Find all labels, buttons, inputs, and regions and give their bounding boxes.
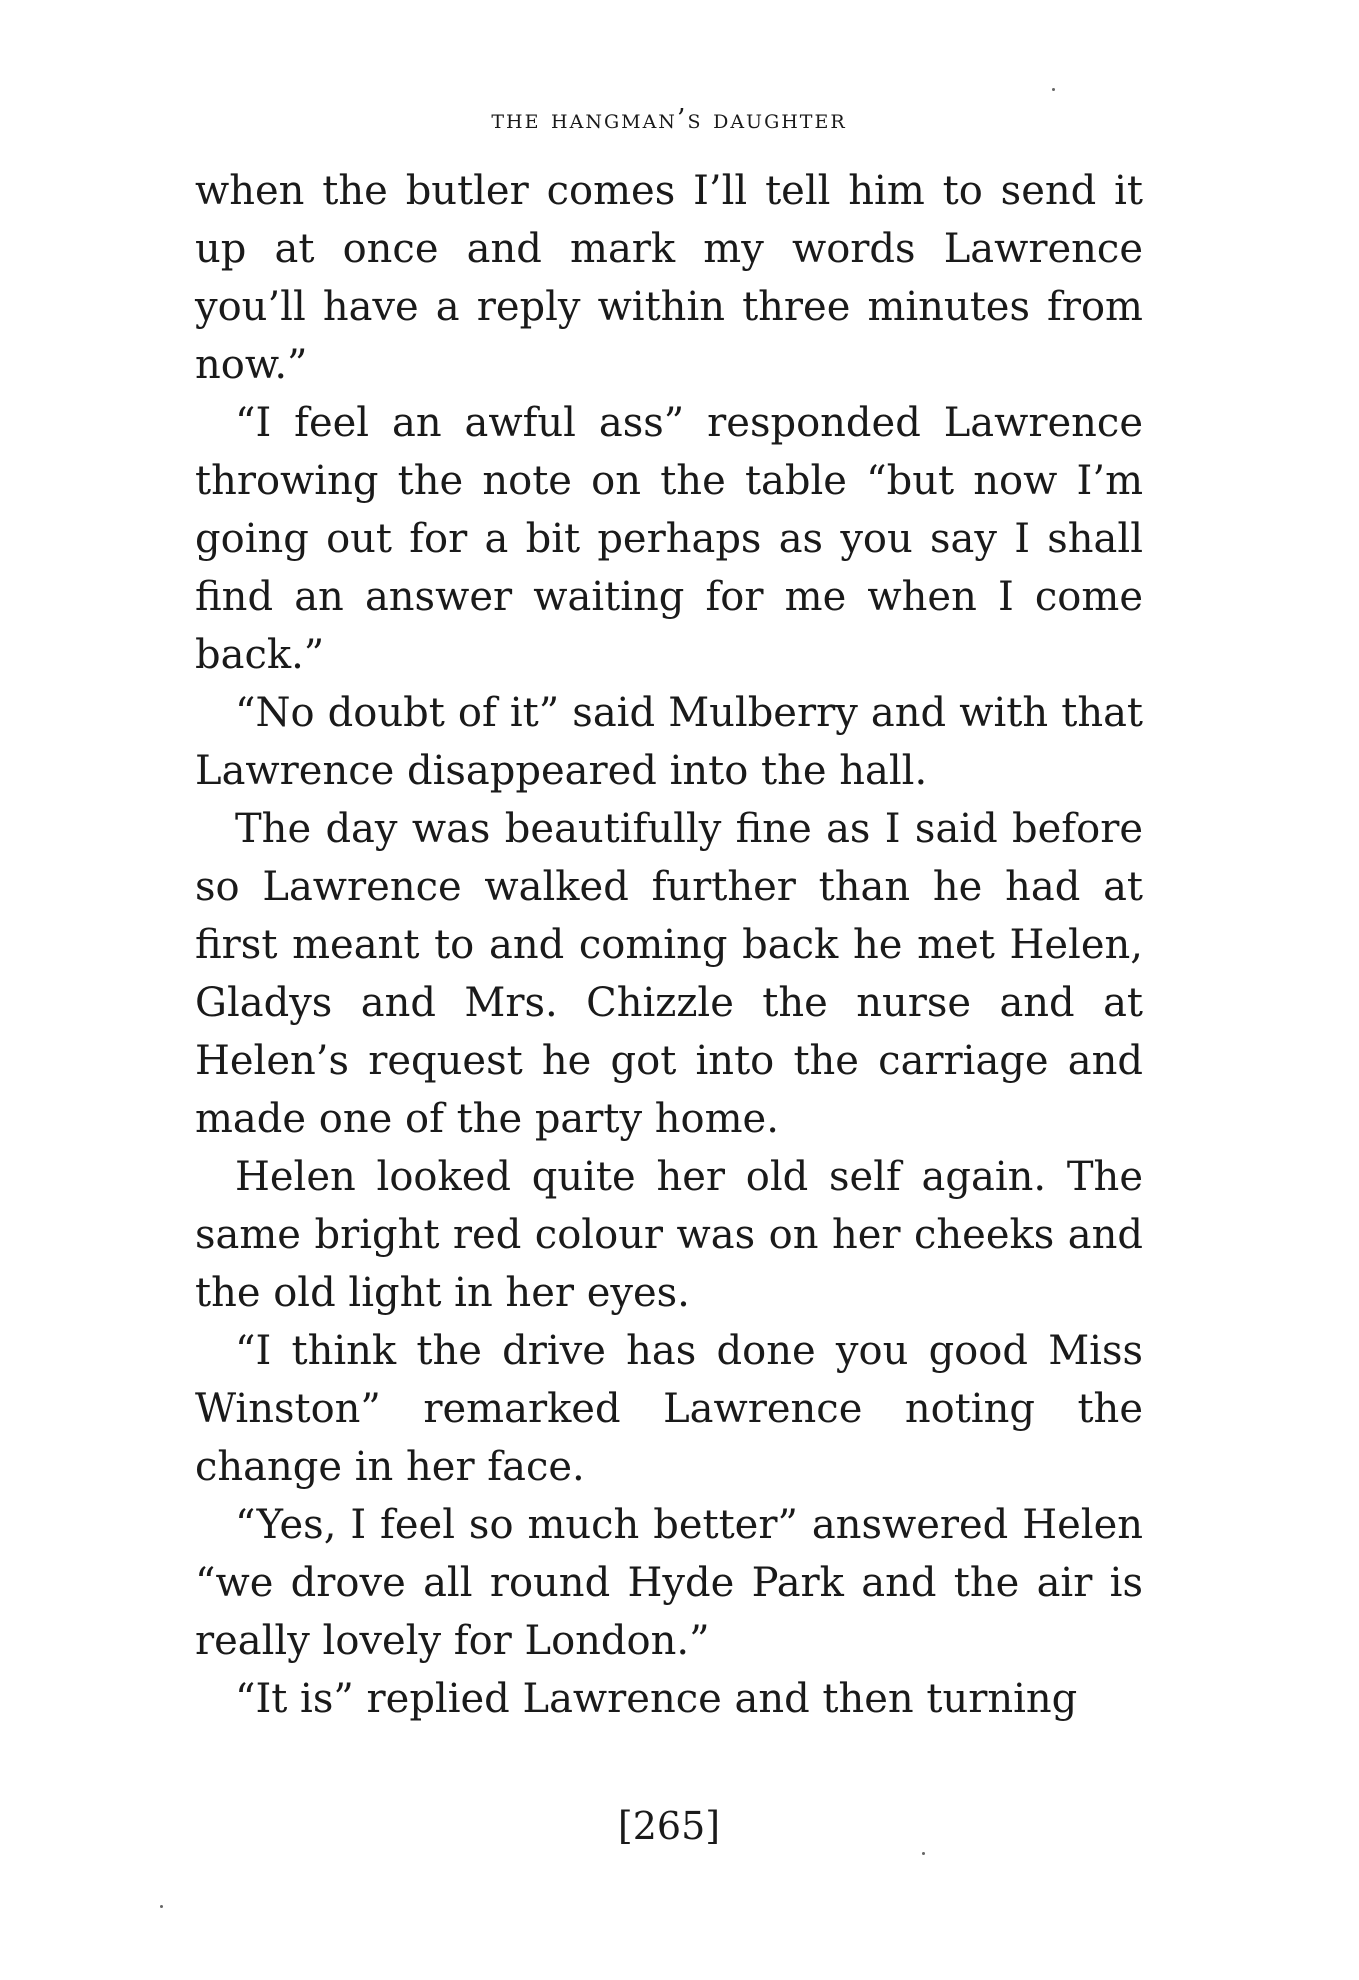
page-number: [265] bbox=[617, 1804, 721, 1848]
running-title: the hangman’s daughter bbox=[491, 104, 847, 135]
paper-speck bbox=[160, 1905, 163, 1908]
paper-speck bbox=[922, 1852, 925, 1855]
paragraph: Helen looked quite her old self again. The same bright red colour was on her cheeks and the old light in her eyes. bbox=[195, 1154, 1143, 1316]
paragraph: “I feel an awful ass” responded Lawrence throwing the note on the table “but now I’m going out for a bit perhaps as you say I shall find an answer waiting for me when I come back.” bbox=[195, 400, 1143, 678]
paragraph: “It is” replied Lawrence and then turning bbox=[235, 1676, 1078, 1722]
paragraph: “No doubt of it” said Mulberry and with that Lawrence disappeared into the hall. bbox=[195, 690, 1143, 794]
paragraph: “I think the drive has done you good Miss Winston” remarked Lawrence noting the change in her face. bbox=[195, 1328, 1143, 1490]
paragraph: The day was beautifully fine as I said before so Lawrence walked further than he had at first meant to and coming back he met Helen, Gladys and Mrs. Chizzle the nurse and at Helen’s request he got into the carriage and made one of the party home. bbox=[195, 806, 1143, 1142]
running-head bbox=[198, 104, 1140, 135]
body-text bbox=[195, 162, 1143, 1728]
paper-speck bbox=[1052, 88, 1055, 91]
paragraph: when the butler comes I’ll tell him to send it up at once and mark my words Lawrence you’ll have a reply within three minutes from now.” bbox=[195, 168, 1143, 388]
paragraph: “Yes, I feel so much better” answered Helen “we drove all round Hyde Park and the air is really lovely for London.” bbox=[195, 1502, 1143, 1664]
